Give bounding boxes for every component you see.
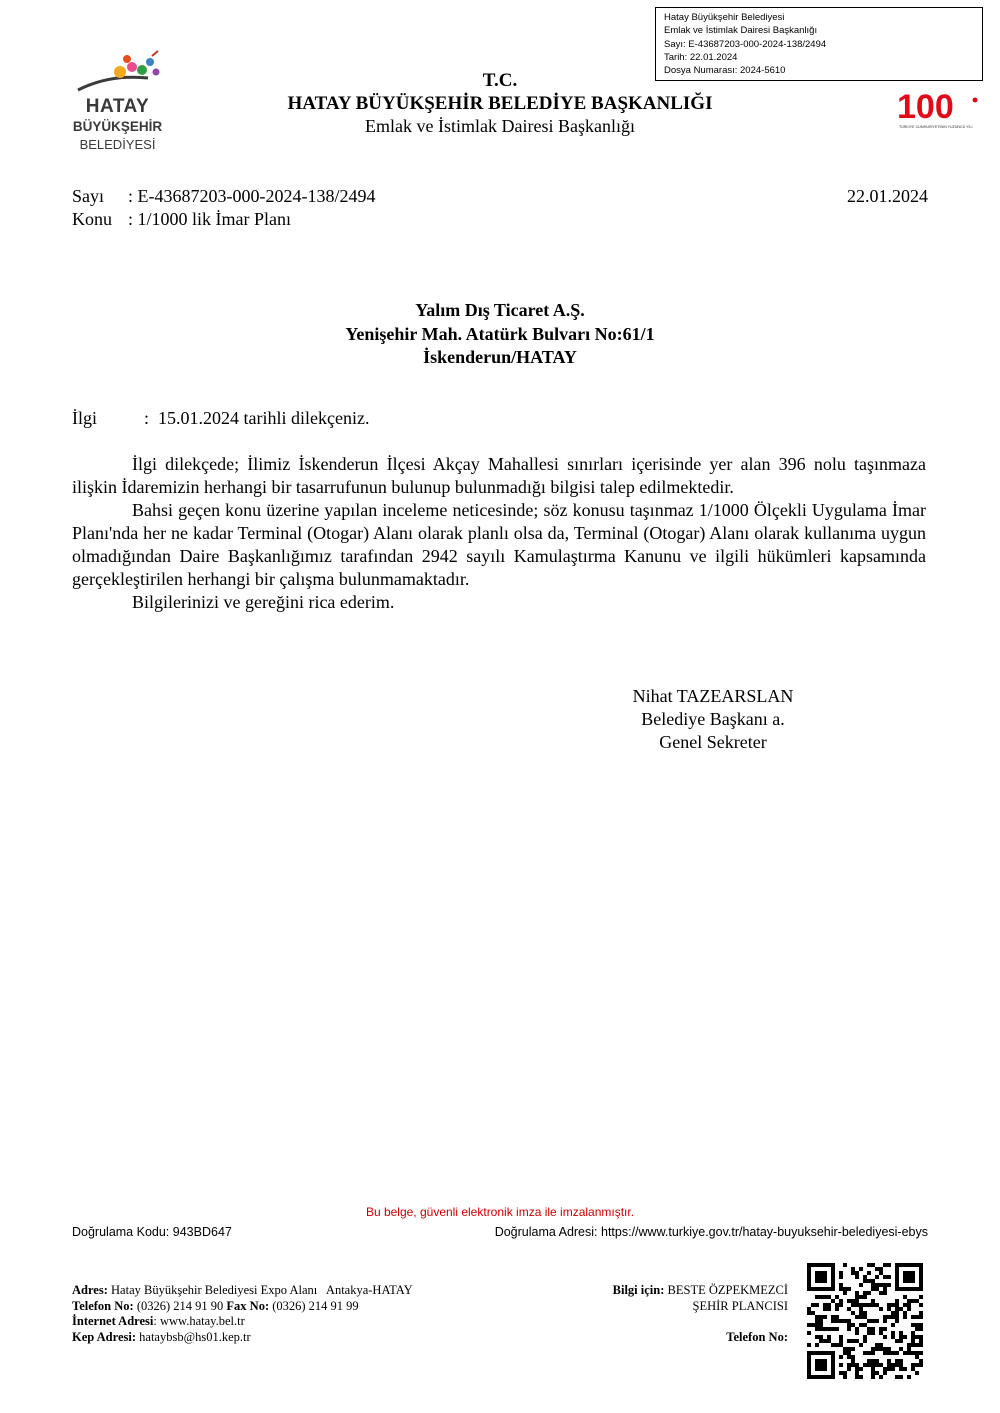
- meta-block: Sayı : E-43687203-000-2024-138/2494 Konu : 1/1000 lik İmar Planı: [72, 186, 376, 229]
- footer-fax-value: (0326) 214 91 99: [272, 1298, 359, 1313]
- verification-address-link[interactable]: https://www.turkiye.gov.tr/hatay-buyuksehir-belediyesi-ebys: [601, 1225, 928, 1239]
- centenary-badge: [895, 88, 987, 132]
- footer-web-label: İnternet Adresi: [72, 1314, 154, 1329]
- footer-adres-label: Adres:: [72, 1283, 108, 1297]
- footer-info-tel-label: Telefon No:: [726, 1329, 788, 1344]
- verification-code-value: 943BD647: [172, 1225, 232, 1239]
- ilgi-value: 15.01.2024 tarihli dilekçeniz.: [158, 408, 370, 428]
- qr-code-icon: [807, 1263, 923, 1379]
- verification-code: [72, 1225, 232, 1239]
- signer-name: Nihat TAZEARSLAN: [632, 686, 794, 706]
- ilgi-label: İlgi: [72, 408, 97, 428]
- body-paragraph-3: Bilgilerinizi ve gereğini rica ederim.: [132, 592, 395, 612]
- centenary-100-icon: [895, 88, 987, 132]
- ilgi-line: İlgi : 15.01.2024 tarihli dilekçeniz.: [72, 408, 370, 428]
- konu-value: 1/1000 lik İmar Planı: [137, 209, 291, 229]
- header-department: Emlak ve İstimlak Dairesi Başkanlığı: [365, 116, 635, 136]
- signer-title-1: Belediye Başkanı a.: [641, 709, 785, 729]
- verification-code-label: Doğrulama Kodu:: [72, 1225, 170, 1239]
- logo-text-belediyesi: BELEDİYESİ: [79, 137, 156, 152]
- badge-caption: TÜRKİYE CUMHURİYETİNİN YÜZÜNCÜ YILI: [899, 125, 973, 129]
- qr-code: [807, 1263, 923, 1379]
- footer-tel-label: Telefon No:: [72, 1298, 134, 1313]
- footer-fax-label: Fax No:: [226, 1298, 270, 1313]
- stamp-line: Emlak ve İstimlak Dairesi Başkanlığı: [664, 25, 818, 37]
- municipality-logo: [70, 48, 170, 158]
- stamp-line: Tarih: 22.01.2024: [664, 51, 738, 63]
- signature-block: [600, 685, 826, 754]
- recipient-address: Yenişehir Mah. Atatürk Bulvarı No:61/1: [345, 323, 655, 344]
- footer-info-title: ŞEHİR PLANCISI: [692, 1298, 788, 1313]
- footer-web-link[interactable]: : www.hatay.bel.tr: [153, 1314, 245, 1329]
- stamp-line: Dosya Numarası: 2024-5610: [664, 65, 786, 77]
- signer-title-2: Genel Sekreter: [659, 732, 767, 752]
- esign-notice: Bu belge, güvenli elektronik imza ile imzalanmıştır.: [365, 1205, 635, 1219]
- footer-info: [613, 1283, 788, 1345]
- document-date: 22.01.2024: [847, 186, 928, 206]
- logo-text-hatay: HATAY: [85, 96, 150, 117]
- footer-adres-city: Antakya-HATAY: [325, 1283, 413, 1297]
- logo-text-buyuksehir: BÜYÜKŞEHİR: [72, 119, 163, 134]
- header-tc: T.C.: [482, 70, 518, 91]
- recipient-city: İskenderun/HATAY: [423, 347, 577, 367]
- body-paragraph-1: İlgi dilekçede; İlimiz İskenderun İlçesi Akçay Mahallesi sınırları içerisinde yer alan 396 nolu taşınmaza ilişkin İdaremizin herhangi bir tasarrufunun bulunup bulunmadığı bilgisi talep edilmektedir.: [72, 454, 926, 497]
- recipient-block: [200, 299, 800, 370]
- sayi-value: E-43687203-000-2024-138/2494: [137, 186, 376, 206]
- badge-text: 100: [897, 88, 954, 126]
- footer-adres-value: Hatay Büyükşehir Belediyesi Expo Alanı: [111, 1283, 318, 1297]
- logo-figures-icon: [70, 48, 170, 98]
- letter-body: [72, 453, 926, 614]
- footer-info-label: Bilgi için:: [612, 1283, 665, 1297]
- footer-kep-value[interactable]: hataybsb@hs01.kep.tr: [139, 1329, 251, 1344]
- konu-label: Konu: [72, 209, 112, 229]
- stamp-line: Hatay Büyükşehir Belediyesi: [664, 12, 785, 23]
- verification-address: [495, 1225, 928, 1239]
- footer-info-name: BESTE ÖZPEKMEZCİ: [667, 1283, 788, 1297]
- footer-tel-value: (0326) 214 91 90: [136, 1298, 224, 1313]
- footer-kep-label: Kep Adresi:: [72, 1329, 137, 1344]
- body-paragraph-2: Bahsi geçen konu üzerine yapılan inceleme neticesinde; söz konusu taşınmaz 1/1000 Ölçekli Uygulama İmar Planı'nda her ne kadar Terminal (Otogar) Alanı olarak planlı olsa da, Terminal (Otogar) Alanı olarak kullanıma uygun olmadığından Daire Başkanlığımız tarafından 2942 sayılı Kamulaştırma Kanunu ve ilgili hükümleri kapsamında gerçekleştirilen herhangi bir çalışma bulunmamaktadır.: [72, 500, 926, 589]
- footer-contact: [72, 1283, 413, 1345]
- sayi-label: Sayı: [72, 186, 105, 206]
- recipient-name: Yalım Dış Ticaret A.Ş.: [415, 300, 585, 320]
- verification-address-label: Doğrulama Adresi:: [494, 1225, 598, 1239]
- header-institution: HATAY BÜYÜKŞEHİR BELEDİYE BAŞKANLIĞI: [287, 93, 713, 114]
- stamp-line: Sayı: E-43687203-000-2024-138/2494: [664, 38, 827, 50]
